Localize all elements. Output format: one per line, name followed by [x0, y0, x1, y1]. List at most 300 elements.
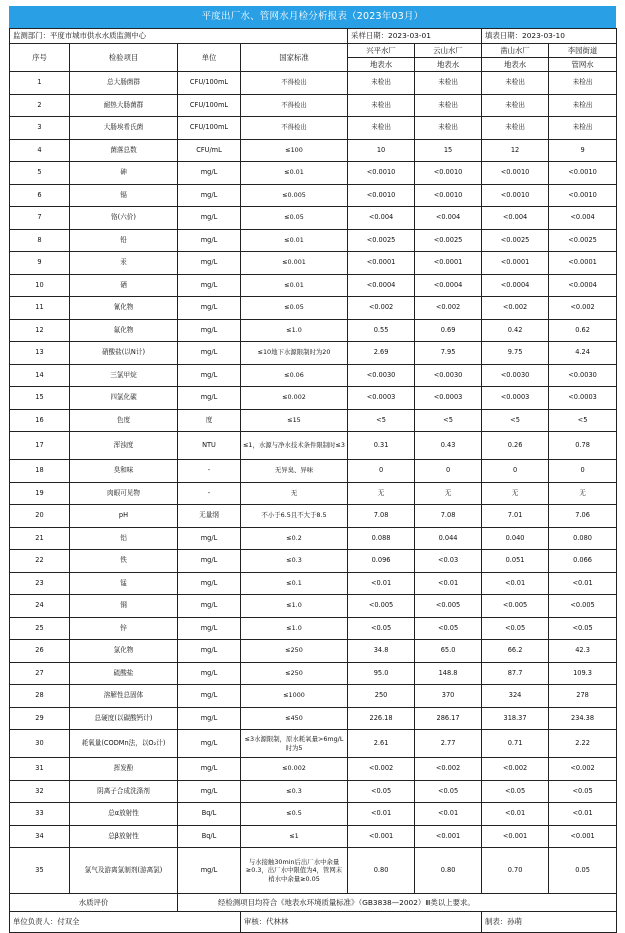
- row-no: 1: [10, 72, 70, 95]
- row-value: 370: [415, 685, 482, 708]
- table-row: [10, 662, 617, 685]
- row-value: 0.044: [415, 527, 482, 550]
- row-no: 10: [10, 274, 70, 297]
- row-standard: ≤15: [241, 409, 348, 432]
- row-value: <0.0030: [482, 364, 549, 387]
- row-value: 226.18: [348, 707, 415, 730]
- table-row: [10, 505, 617, 528]
- row-item: 铜: [70, 595, 178, 618]
- row-item: 氟化物: [70, 319, 178, 342]
- report-table: [9, 28, 617, 933]
- row-value: <0.0025: [482, 229, 549, 252]
- row-unit: mg/L: [178, 387, 241, 410]
- table-row: [10, 387, 617, 410]
- row-value: <0.0004: [549, 274, 617, 297]
- row-no: 12: [10, 319, 70, 342]
- table-row: [10, 640, 617, 663]
- row-unit: mg/L: [178, 758, 241, 781]
- row-item: 阴离子合成洗涤剂: [70, 780, 178, 803]
- evaluation-text: 经检测项目均符合《地表水环境质量标准》（GB3838—2002）Ⅲ类以上要求。: [178, 894, 617, 912]
- row-value: <0.002: [482, 758, 549, 781]
- row-value: <0.001: [415, 825, 482, 848]
- row-value: <0.0001: [482, 252, 549, 275]
- row-value: 无: [549, 482, 617, 505]
- header-site-type: 管网水: [549, 58, 617, 72]
- row-standard: ≤0.3: [241, 550, 348, 573]
- row-no: 16: [10, 409, 70, 432]
- row-item: 色度: [70, 409, 178, 432]
- row-unit: CFU/mL: [178, 139, 241, 162]
- row-no: 22: [10, 550, 70, 573]
- row-value: <0.0003: [482, 387, 549, 410]
- row-value: <0.0010: [549, 162, 617, 185]
- row-unit: mg/L: [178, 730, 241, 758]
- row-value: 0.096: [348, 550, 415, 573]
- row-unit: CFU/100mL: [178, 94, 241, 117]
- row-standard: ≤1，水源与净水技术条件限制时≤3: [241, 432, 348, 460]
- table-row: [10, 572, 617, 595]
- row-unit: NTU: [178, 432, 241, 460]
- row-item: 氰化物: [70, 297, 178, 320]
- row-no: 31: [10, 758, 70, 781]
- row-unit: CFU/100mL: [178, 72, 241, 95]
- row-no: 35: [10, 848, 70, 894]
- sample-date: 采样日期：2023-03-01: [348, 29, 482, 44]
- row-no: 20: [10, 505, 70, 528]
- row-no: 13: [10, 342, 70, 365]
- row-value: 未检出: [348, 72, 415, 95]
- header-site-name: 兴平水厂: [348, 44, 415, 58]
- row-value: <0.05: [549, 617, 617, 640]
- row-value: 0.051: [482, 550, 549, 573]
- row-value: <0.01: [482, 572, 549, 595]
- row-standard: ≤0.1: [241, 572, 348, 595]
- row-item: 挥发酚: [70, 758, 178, 781]
- row-no: 3: [10, 117, 70, 140]
- row-value: <0.002: [549, 297, 617, 320]
- row-value: <0.0010: [482, 184, 549, 207]
- row-no: 23: [10, 572, 70, 595]
- row-standard: 无异臭、异味: [241, 460, 348, 483]
- row-standard: ≤0.05: [241, 297, 348, 320]
- row-value: 250: [348, 685, 415, 708]
- row-value: <0.01: [482, 803, 549, 826]
- row-standard: ≤0.5: [241, 803, 348, 826]
- row-no: 17: [10, 432, 70, 460]
- row-item: 硫酸盐: [70, 662, 178, 685]
- table-row: [10, 460, 617, 483]
- evaluation-row: [10, 894, 617, 912]
- row-unit: mg/L: [178, 595, 241, 618]
- row-value: <0.01: [348, 803, 415, 826]
- row-unit: mg/L: [178, 274, 241, 297]
- row-standard: ≤250: [241, 662, 348, 685]
- table-row: [10, 252, 617, 275]
- header-site-type: 地表水: [348, 58, 415, 72]
- row-value: <0.001: [482, 825, 549, 848]
- row-value: <5: [415, 409, 482, 432]
- row-standard: ≤0.005: [241, 184, 348, 207]
- row-value: <0.004: [348, 207, 415, 230]
- row-item: 硒: [70, 274, 178, 297]
- row-standard: ≤250: [241, 640, 348, 663]
- row-value: 234.38: [549, 707, 617, 730]
- table-row: [10, 825, 617, 848]
- row-value: <0.0030: [549, 364, 617, 387]
- row-value: 278: [549, 685, 617, 708]
- row-item: 氯气及游离氯制剂(游离氯): [70, 848, 178, 894]
- row-item: 耗氧量(CODMn法，以O₂计): [70, 730, 178, 758]
- row-unit: mg/L: [178, 848, 241, 894]
- row-no: 27: [10, 662, 70, 685]
- row-standard: 无: [241, 482, 348, 505]
- header-row: [10, 44, 617, 58]
- row-standard: ≤1: [241, 825, 348, 848]
- header-unit: 单位: [178, 44, 241, 72]
- row-value: <5: [482, 409, 549, 432]
- table-row: [10, 482, 617, 505]
- row-value: 7.08: [348, 505, 415, 528]
- row-value: <0.0003: [348, 387, 415, 410]
- header-site-type: 地表水: [415, 58, 482, 72]
- row-standard: ≤0.05: [241, 207, 348, 230]
- row-value: <0.005: [415, 595, 482, 618]
- row-item: 总β放射性: [70, 825, 178, 848]
- row-value: <0.001: [348, 825, 415, 848]
- row-value: <0.004: [549, 207, 617, 230]
- table-row: [10, 72, 617, 95]
- row-standard: 不得检出: [241, 72, 348, 95]
- row-value: <0.05: [482, 617, 549, 640]
- row-value: <0.002: [415, 758, 482, 781]
- table-row: [10, 342, 617, 365]
- row-value: 0: [549, 460, 617, 483]
- row-value: <0.01: [415, 572, 482, 595]
- row-value: <0.0001: [549, 252, 617, 275]
- row-value: 0: [482, 460, 549, 483]
- row-no: 30: [10, 730, 70, 758]
- row-value: 0.55: [348, 319, 415, 342]
- row-value: 0.42: [482, 319, 549, 342]
- row-value: 15: [415, 139, 482, 162]
- row-value: 未检出: [415, 117, 482, 140]
- table-row: [10, 780, 617, 803]
- row-unit: 度: [178, 409, 241, 432]
- report-date: 填表日期：2023-03-10: [482, 29, 617, 44]
- row-value: <0.004: [415, 207, 482, 230]
- row-value: 42.3: [549, 640, 617, 663]
- row-item: 三氯甲烷: [70, 364, 178, 387]
- row-value: 109.3: [549, 662, 617, 685]
- table-row: [10, 319, 617, 342]
- row-value: 7.06: [549, 505, 617, 528]
- row-value: 0.040: [482, 527, 549, 550]
- row-unit: mg/L: [178, 162, 241, 185]
- row-value: 2.22: [549, 730, 617, 758]
- row-no: 19: [10, 482, 70, 505]
- reviewer: 审核：代林林: [241, 912, 482, 933]
- table-row: [10, 595, 617, 618]
- row-no: 9: [10, 252, 70, 275]
- row-value: 12: [482, 139, 549, 162]
- row-value: 0.70: [482, 848, 549, 894]
- row-value: 286.17: [415, 707, 482, 730]
- row-value: <0.0001: [348, 252, 415, 275]
- row-value: <0.05: [415, 780, 482, 803]
- row-value: 318.37: [482, 707, 549, 730]
- row-value: <0.005: [482, 595, 549, 618]
- row-no: 8: [10, 229, 70, 252]
- row-value: <0.002: [549, 758, 617, 781]
- row-value: 0.26: [482, 432, 549, 460]
- row-value: <0.0004: [482, 274, 549, 297]
- row-no: 29: [10, 707, 70, 730]
- row-standard: ≤1.0: [241, 319, 348, 342]
- row-value: 2.69: [348, 342, 415, 365]
- row-no: 15: [10, 387, 70, 410]
- row-value: 95.0: [348, 662, 415, 685]
- row-value: <0.0025: [549, 229, 617, 252]
- table-row: [10, 94, 617, 117]
- table-row: [10, 848, 617, 894]
- table-row: [10, 550, 617, 573]
- row-value: 4.24: [549, 342, 617, 365]
- row-value: <0.0010: [415, 184, 482, 207]
- meta-row: [10, 29, 617, 44]
- row-item: 铁: [70, 550, 178, 573]
- row-value: 9: [549, 139, 617, 162]
- row-unit: Bq/L: [178, 825, 241, 848]
- row-item: 汞: [70, 252, 178, 275]
- row-value: <0.005: [348, 595, 415, 618]
- row-no: 21: [10, 527, 70, 550]
- row-no: 7: [10, 207, 70, 230]
- row-no: 11: [10, 297, 70, 320]
- row-unit: 无量纲: [178, 505, 241, 528]
- row-no: 18: [10, 460, 70, 483]
- row-value: <0.01: [348, 572, 415, 595]
- row-value: <0.0003: [549, 387, 617, 410]
- row-value: <0.01: [415, 803, 482, 826]
- row-value: 7.01: [482, 505, 549, 528]
- row-item: 铬(六价): [70, 207, 178, 230]
- row-value: 2.61: [348, 730, 415, 758]
- row-item: 铅: [70, 229, 178, 252]
- row-unit: mg/L: [178, 640, 241, 663]
- row-value: 未检出: [415, 94, 482, 117]
- row-value: 未检出: [482, 94, 549, 117]
- row-value: 0.31: [348, 432, 415, 460]
- row-value: <0.01: [549, 572, 617, 595]
- row-unit: mg/L: [178, 252, 241, 275]
- row-value: 10: [348, 139, 415, 162]
- row-no: 28: [10, 685, 70, 708]
- row-unit: mg/L: [178, 550, 241, 573]
- row-standard: ≤0.3: [241, 780, 348, 803]
- table-row: [10, 297, 617, 320]
- row-unit: mg/L: [178, 297, 241, 320]
- row-value: <5: [549, 409, 617, 432]
- row-value: 0.69: [415, 319, 482, 342]
- row-no: 34: [10, 825, 70, 848]
- row-value: <0.05: [482, 780, 549, 803]
- header-site-type: 地表水: [482, 58, 549, 72]
- row-standard: 不小于6.5且不大于8.5: [241, 505, 348, 528]
- row-value: 无: [348, 482, 415, 505]
- row-unit: CFU/100mL: [178, 117, 241, 140]
- row-item: 硝酸盐(以N计): [70, 342, 178, 365]
- row-value: 未检出: [482, 72, 549, 95]
- row-value: <0.05: [415, 617, 482, 640]
- row-value: <0.0004: [348, 274, 415, 297]
- row-value: <0.05: [348, 617, 415, 640]
- row-value: 7.95: [415, 342, 482, 365]
- row-standard: ≤1000: [241, 685, 348, 708]
- row-standard: ≤0.01: [241, 162, 348, 185]
- header-item: 检验项目: [70, 44, 178, 72]
- table-row: [10, 207, 617, 230]
- row-value: 0.78: [549, 432, 617, 460]
- monitoring-dept: 监测部门：平度市城市供水水质监测中心: [10, 29, 348, 44]
- row-value: <0.0025: [415, 229, 482, 252]
- row-value: 未检出: [482, 117, 549, 140]
- row-unit: mg/L: [178, 364, 241, 387]
- row-value: 0.066: [549, 550, 617, 573]
- row-value: <0.0010: [549, 184, 617, 207]
- row-value: 9.75: [482, 342, 549, 365]
- table-row: [10, 184, 617, 207]
- row-item: 耐热大肠菌群: [70, 94, 178, 117]
- row-standard: ≤0.01: [241, 229, 348, 252]
- row-value: 0.62: [549, 319, 617, 342]
- row-unit: mg/L: [178, 707, 241, 730]
- header-standard: 国家标准: [241, 44, 348, 72]
- row-item: 铝: [70, 527, 178, 550]
- row-value: <0.002: [348, 758, 415, 781]
- row-value: 7.08: [415, 505, 482, 528]
- row-no: 5: [10, 162, 70, 185]
- row-standard: ≤1.0: [241, 617, 348, 640]
- row-value: <0.002: [415, 297, 482, 320]
- row-value: <0.0003: [415, 387, 482, 410]
- row-value: <0.001: [549, 825, 617, 848]
- row-value: 无: [482, 482, 549, 505]
- report-page: [9, 6, 616, 933]
- row-unit: mg/L: [178, 617, 241, 640]
- row-unit: mg/L: [178, 207, 241, 230]
- row-unit: mg/L: [178, 342, 241, 365]
- row-item: 溶解性总固体: [70, 685, 178, 708]
- row-unit: mg/L: [178, 662, 241, 685]
- row-value: <0.05: [549, 780, 617, 803]
- row-value: <0.0004: [415, 274, 482, 297]
- row-value: 无: [415, 482, 482, 505]
- row-item: 大肠埃希氏菌: [70, 117, 178, 140]
- row-standard: ≤0.2: [241, 527, 348, 550]
- row-item: 菌落总数: [70, 139, 178, 162]
- row-value: 未检出: [348, 94, 415, 117]
- row-item: 锌: [70, 617, 178, 640]
- row-no: 4: [10, 139, 70, 162]
- row-item: 镉: [70, 184, 178, 207]
- row-item: 四氯化碳: [70, 387, 178, 410]
- row-unit: mg/L: [178, 229, 241, 252]
- row-standard: ≤0.01: [241, 274, 348, 297]
- header-site-name: 李园街道: [549, 44, 617, 58]
- row-value: 0: [415, 460, 482, 483]
- row-unit: mg/L: [178, 527, 241, 550]
- row-value: <0.03: [415, 550, 482, 573]
- row-item: 总大肠菌群: [70, 72, 178, 95]
- row-no: 2: [10, 94, 70, 117]
- header-site-name: 凿山水厂: [482, 44, 549, 58]
- row-unit: -: [178, 460, 241, 483]
- table-row: [10, 617, 617, 640]
- row-item: 总α放射性: [70, 803, 178, 826]
- evaluation-label: 水质评价: [10, 894, 178, 912]
- table-row: [10, 685, 617, 708]
- row-value: 0.080: [549, 527, 617, 550]
- row-standard: ≤450: [241, 707, 348, 730]
- row-item: 浑浊度: [70, 432, 178, 460]
- row-value: <0.002: [348, 297, 415, 320]
- row-value: 87.7: [482, 662, 549, 685]
- row-value: 未检出: [549, 72, 617, 95]
- row-value: <0.0025: [348, 229, 415, 252]
- row-value: 2.77: [415, 730, 482, 758]
- header-site-name: 云山水厂: [415, 44, 482, 58]
- row-value: <0.0010: [482, 162, 549, 185]
- row-item: 锰: [70, 572, 178, 595]
- row-standard: 不得检出: [241, 117, 348, 140]
- table-row: [10, 758, 617, 781]
- row-standard: ≤0.002: [241, 387, 348, 410]
- row-value: 0.088: [348, 527, 415, 550]
- row-value: 0.71: [482, 730, 549, 758]
- table-row: [10, 139, 617, 162]
- row-unit: mg/L: [178, 184, 241, 207]
- row-value: 0: [348, 460, 415, 483]
- row-unit: mg/L: [178, 685, 241, 708]
- row-value: 0.05: [549, 848, 617, 894]
- row-item: 总硬度(以碳酸钙计): [70, 707, 178, 730]
- preparer: 制表：孙萌: [482, 912, 617, 933]
- table-row: [10, 803, 617, 826]
- table-row: [10, 409, 617, 432]
- row-value: <0.002: [482, 297, 549, 320]
- row-unit: Bq/L: [178, 803, 241, 826]
- row-value: <0.0030: [348, 364, 415, 387]
- row-value: 0.80: [348, 848, 415, 894]
- signature-row: [10, 912, 617, 933]
- row-value: 34.8: [348, 640, 415, 663]
- row-value: 66.2: [482, 640, 549, 663]
- row-standard: 不得检出: [241, 94, 348, 117]
- row-item: 砷: [70, 162, 178, 185]
- row-standard: 与水接触30min后出厂水中余量≥0.3，出厂水中限值为4，管网末梢水中余量≥0.05: [241, 848, 348, 894]
- row-value: 324: [482, 685, 549, 708]
- row-item: 氯化物: [70, 640, 178, 663]
- table-row: [10, 364, 617, 387]
- row-value: 未检出: [348, 117, 415, 140]
- row-standard: ≤1.0: [241, 595, 348, 618]
- row-no: 6: [10, 184, 70, 207]
- row-standard: ≤10地下水源限制时为20: [241, 342, 348, 365]
- table-row: [10, 117, 617, 140]
- table-row: [10, 229, 617, 252]
- row-value: <0.004: [482, 207, 549, 230]
- table-row: [10, 527, 617, 550]
